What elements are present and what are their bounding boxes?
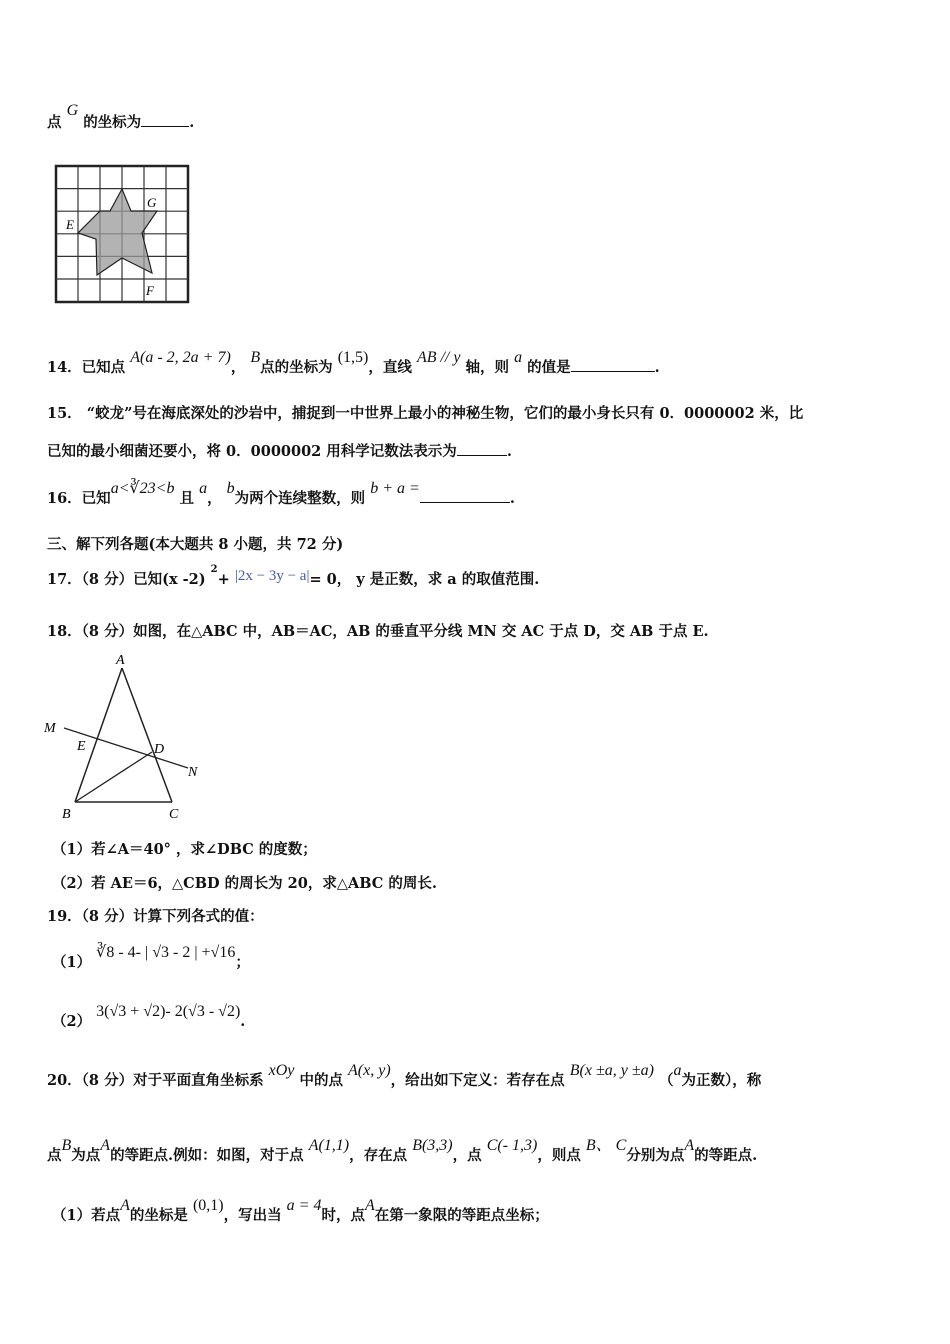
q19-line: 19．（8 分）计算下列各式的值：: [47, 908, 264, 925]
q20-s1-2: 的坐标是: [129, 1207, 188, 1224]
q19-sub1-label: （1）: [52, 954, 92, 971]
q18-sub1: （1）若∠A＝40° ，求∠DBC 的度数；: [52, 841, 317, 858]
q14-coord-b: (1,5): [337, 349, 369, 366]
q20-s1-eq: a = 4: [286, 1197, 322, 1214]
q13-answer-blank[interactable]: [141, 112, 189, 127]
q17-plus: +: [217, 571, 230, 588]
label-f: F: [146, 283, 154, 298]
q20-s1-1: （1）若点: [52, 1207, 121, 1224]
q20-l2-pb: B(3,3): [412, 1137, 453, 1154]
q19-sub1: [52, 944, 250, 973]
q14-axis: 轴，则: [465, 359, 510, 376]
q14-comma2: ，直线: [368, 359, 412, 376]
fig-label-d: D: [154, 742, 165, 757]
q17-line: [47, 564, 540, 592]
q20-l2-4: ，存在点: [349, 1147, 408, 1164]
q20-line2: [47, 1137, 758, 1166]
q19-sub1-end: ；: [235, 954, 250, 971]
q15-line2-text: 已知的最小细菌还要小，将 0．0000002 用科学记数法表示为: [47, 443, 457, 460]
q15-end: .: [506, 443, 512, 460]
q20-point-b: B(x ±a, y ±a): [569, 1062, 654, 1079]
q16-num: 16．已知: [47, 490, 111, 507]
fig-label-a: A: [116, 653, 125, 668]
q14-answer-blank[interactable]: [571, 357, 655, 372]
q19-sub2-label: （2）: [52, 1013, 92, 1030]
q15-answer-blank[interactable]: [457, 441, 507, 456]
q20-l2-b: B: [61, 1137, 72, 1154]
q20-l2-bc: B、 C: [585, 1137, 627, 1154]
q16-line: [47, 480, 515, 509]
q20-mid2: ，给出如下定义：若存在点: [390, 1072, 565, 1089]
q20-l2-6: ，则点: [537, 1147, 581, 1164]
q16-comma: ，: [207, 490, 222, 507]
triangle-figure: [40, 650, 220, 825]
q19-sub1-expr: ∛8 - 4- | √3 - 2 | +√16: [96, 944, 236, 961]
q20-s1-5: 在第一象限的等距点坐标；: [374, 1207, 549, 1224]
section3-title: 三、解下列各题(本大题共 8 小题，共 72 分): [47, 536, 344, 553]
q14-end: .: [654, 359, 660, 376]
q20-l2-5: ，点: [452, 1147, 482, 1164]
q20-mid3: （: [659, 1072, 674, 1089]
q14-comma: ，: [230, 359, 246, 376]
q14-tail: 的值是: [527, 359, 571, 376]
q14-num: 14．已知点: [47, 359, 126, 376]
fig-label-n: N: [188, 765, 198, 780]
q16-expr: b + a =: [370, 480, 420, 497]
q19-sub2: [52, 1003, 246, 1032]
q13-point-g: G: [66, 102, 79, 119]
q20-l2-pc: C(- 1,3): [486, 1137, 538, 1154]
q20-s1-a: A: [120, 1197, 130, 1214]
q14-line-ab: AB // y: [416, 349, 461, 366]
q16-end: .: [509, 490, 515, 507]
q20-l2-a: A: [100, 1137, 111, 1154]
label-e: E: [66, 217, 74, 232]
q20-l2-a2: A: [684, 1137, 695, 1154]
q20-s1-a2: A: [364, 1197, 375, 1214]
q14-mid: 点的坐标为: [260, 359, 333, 376]
q15-line1: 15． “蛟龙”号在海底深处的沙岩中，捕捉到一中世界上最小的神秘生物，它们的最小身长只有 0．0000002 米，比: [47, 405, 804, 422]
q19-sub2-end: .: [240, 1013, 246, 1030]
q16-inequality: a<∛23<b: [110, 480, 175, 497]
fig-label-m: M: [44, 721, 56, 736]
q13-end: .: [189, 114, 195, 131]
q18-line: 18．（8 分）如图，在△ABC 中，AB＝AC，AB 的垂直平分线 MN 交 AC 于点 D，交 AB 于点 E.: [47, 623, 709, 640]
q20-a: a: [673, 1062, 682, 1079]
q14-var-a: a: [514, 349, 523, 366]
fig-label-c: C: [169, 807, 179, 822]
q16-answer-blank[interactable]: [420, 488, 510, 503]
q20-num: 20．（8 分）对于平面直角坐标系: [47, 1072, 264, 1089]
q20-l2-2: 为点: [71, 1147, 101, 1164]
q17-paren: (x -2): [162, 571, 206, 588]
q13-suffix: 的坐标为: [83, 114, 142, 131]
q20-l2-3: 的等距点.例如：如图，对于点: [110, 1147, 304, 1164]
q20-s1-3: ，写出当: [223, 1207, 282, 1224]
q17-square: 2: [210, 564, 218, 575]
q14-point-b: B: [250, 349, 261, 366]
q14-line: [47, 349, 660, 378]
q16-a: a: [199, 480, 208, 497]
q20-s1-4: 时，点: [321, 1207, 365, 1224]
q20-l2-7: 分别为点: [626, 1147, 685, 1164]
q17-num: 17．（8 分）已知: [47, 571, 163, 588]
q20-line1: [47, 1062, 762, 1091]
star-grid-figure: [52, 163, 192, 305]
q20-s1-coord: (0,1): [192, 1197, 224, 1214]
q13-line: [47, 102, 195, 133]
q14-point-a: A(a - 2, 2a + 7): [130, 349, 231, 366]
fig-label-b: B: [62, 807, 71, 822]
q13-prefix: 点: [47, 114, 62, 131]
q17-eq: = 0， y 是正数，求 a 的取值范围.: [309, 571, 540, 588]
q20-sub1: [52, 1197, 549, 1226]
q17-abs-expr: |2x − 3y − a|: [234, 568, 310, 584]
star-shape: [78, 189, 157, 275]
q20-xoy: xOy: [268, 1062, 295, 1079]
q20-mid4: 为正数），称: [681, 1072, 762, 1089]
q20-l2-pa: A(1,1): [308, 1137, 350, 1154]
q20-point-a: A(x, y): [348, 1062, 391, 1079]
label-g: G: [147, 195, 157, 210]
q18-sub2: （2）若 AE＝6，△CBD 的周长为 20，求△ABC 的周长.: [52, 875, 437, 892]
q16-mid: 为两个连续整数，则: [234, 490, 366, 507]
q20-l2-1: 点: [47, 1147, 62, 1164]
q19-sub2-expr: 3(√3 + √2)- 2(√3 - √2): [96, 1003, 241, 1020]
q15-line2: [47, 441, 512, 462]
q20-mid1: 中的点: [299, 1072, 343, 1089]
q16-and: 且: [179, 490, 195, 507]
q16-b: b: [226, 480, 235, 497]
fig-label-e: E: [77, 739, 86, 754]
q20-l2-8: 的等距点.: [694, 1147, 758, 1164]
